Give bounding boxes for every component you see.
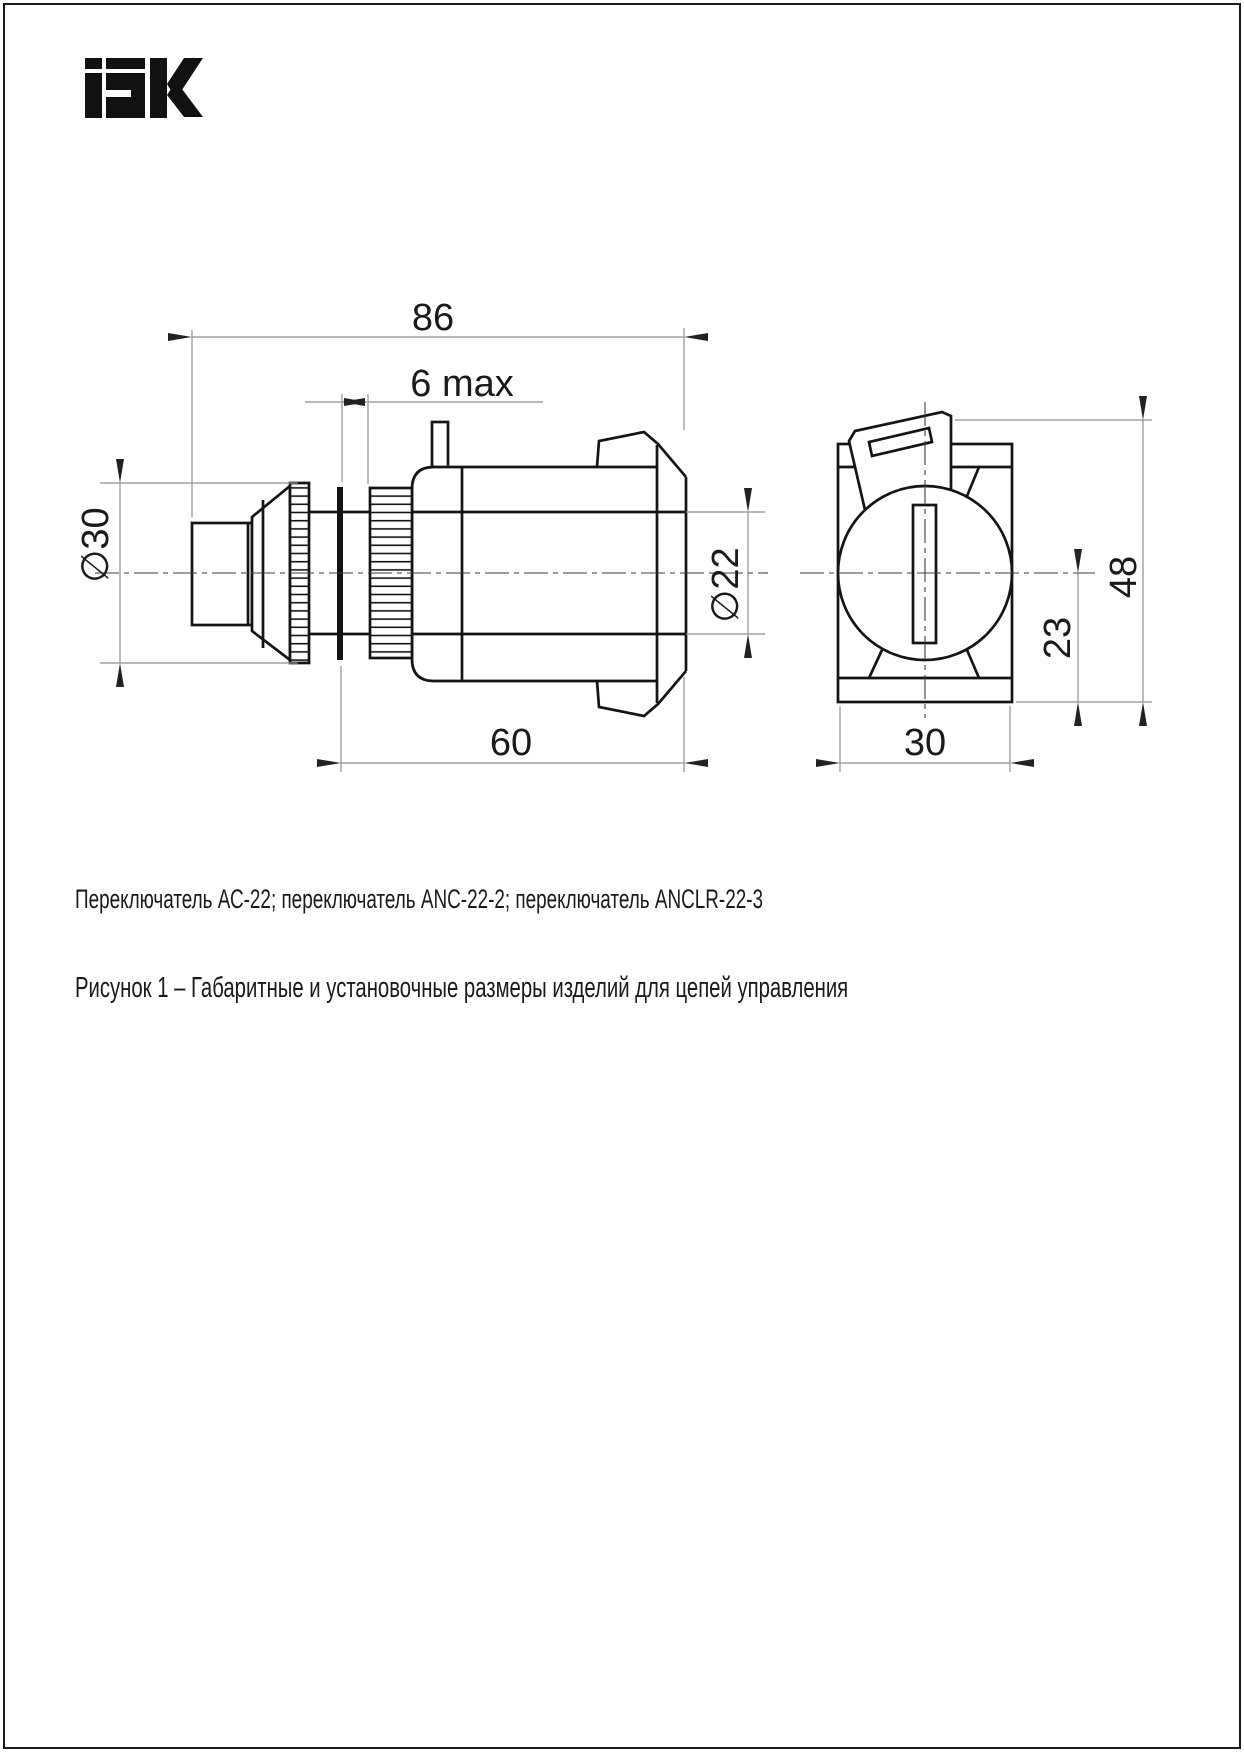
dim-mount-diameter: ∅22 <box>705 547 747 623</box>
side-view-body <box>412 467 657 681</box>
dim-overall-length: 86 <box>411 297 455 339</box>
dim-body-length: 60 <box>489 722 533 764</box>
side-view <box>192 422 686 716</box>
dim-knob-diameter: ∅30 <box>75 507 117 583</box>
figure-caption: Рисунок 1 – Габаритные и установочные размеры изделий для цепей управления <box>75 972 849 1004</box>
side-view-pin <box>432 422 448 470</box>
dim-center-to-bottom: 23 <box>1037 616 1079 660</box>
dim-front-height: 48 <box>1103 555 1145 599</box>
model-description: Переключатель АС-22; переключатель ANC-22-2; переключатель ANCLR-22-3 <box>75 884 764 914</box>
dim-front-width: 30 <box>903 722 947 764</box>
side-view-knob <box>192 523 252 625</box>
dim-panel-thickness: 6 max <box>410 363 514 405</box>
